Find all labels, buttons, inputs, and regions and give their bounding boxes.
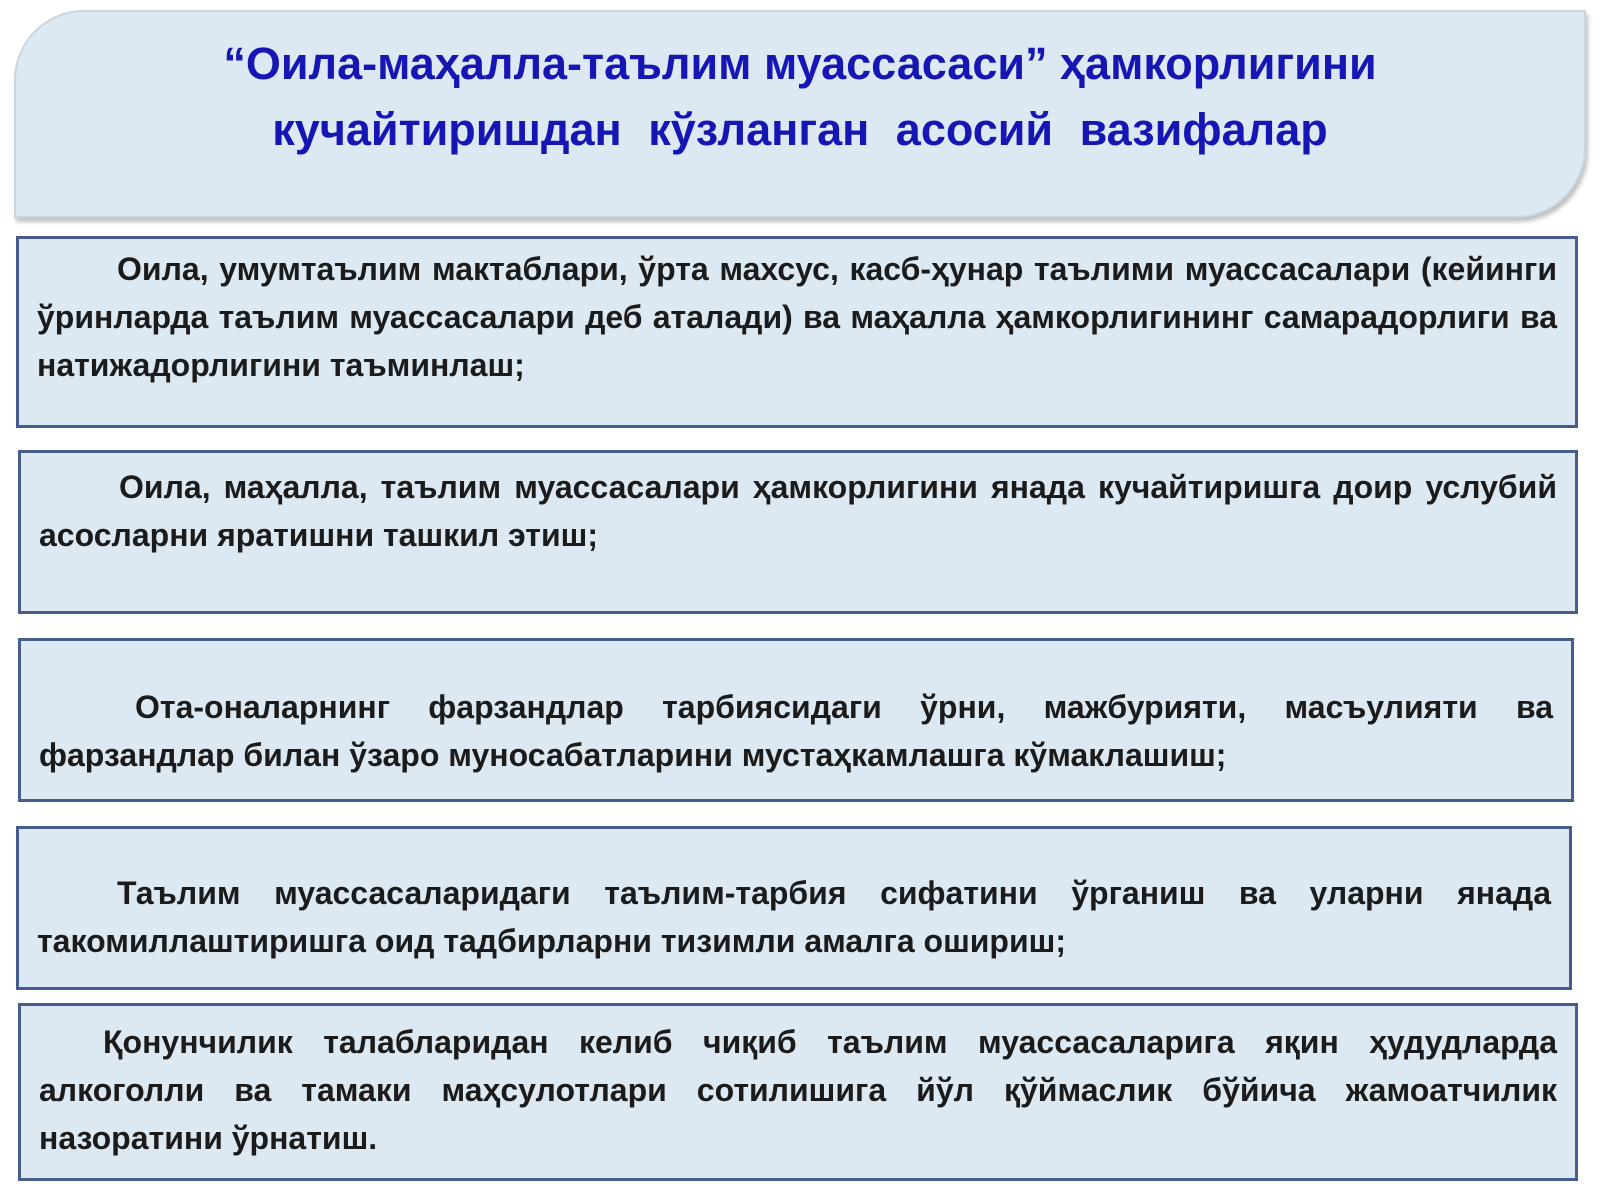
- task-text-4: Таълим муассасаларидаги таълим-тарбия сифатини ўрганиш ва уларни янада такомиллаштиришга оид тадбирларни тизимли амалга ошириш;: [37, 875, 1551, 959]
- task-box-2: [18, 450, 1578, 614]
- task-text-3: Ота-оналарнинг фарзандлар тарбиясидаги ўрни, мажбурияти, масъулияти ва фарзандлар билан ўзаро муносабатларини мустаҳкамлашга кўмаклашиш;: [39, 689, 1553, 773]
- task-box-5: [18, 1003, 1578, 1181]
- task-box-3: [18, 638, 1574, 802]
- task-box-1: [16, 236, 1578, 428]
- task-text-5: Қонунчилик талабларидан келиб чиқиб таълим муассасаларига яқин ҳудудларда алкоголли ва тамаки маҳсулотлари сотилишига йўл қўймаслик бўйича жамоатчилик назоратини ўрнатиш.: [39, 1024, 1557, 1156]
- task-box-4: [16, 826, 1572, 990]
- task-text-2: Оила, маҳалла, таълим муассасалари ҳамкорлигини янада кучайтиришга доир услубий асосларни яратишни ташкил этиш;: [39, 469, 1557, 553]
- task-text-1: Оила, умумтаълим мактаблари, ўрта махсус, касб-ҳунар таълими муассасалари (кейинги ўринларда таълим муассасалари деб аталади) ва маҳалла ҳамкорлигининг самарадорлиги ва натижадорлигини таъминлаш;: [37, 251, 1557, 383]
- page-title-line-1: “Оила-маҳалла-таълим муассасаси” ҳамкорлигини: [223, 38, 1377, 89]
- title-banner: [14, 10, 1586, 218]
- page-title-line-2: кучайтиришдан кўзланган асосий вазифалар: [272, 104, 1328, 155]
